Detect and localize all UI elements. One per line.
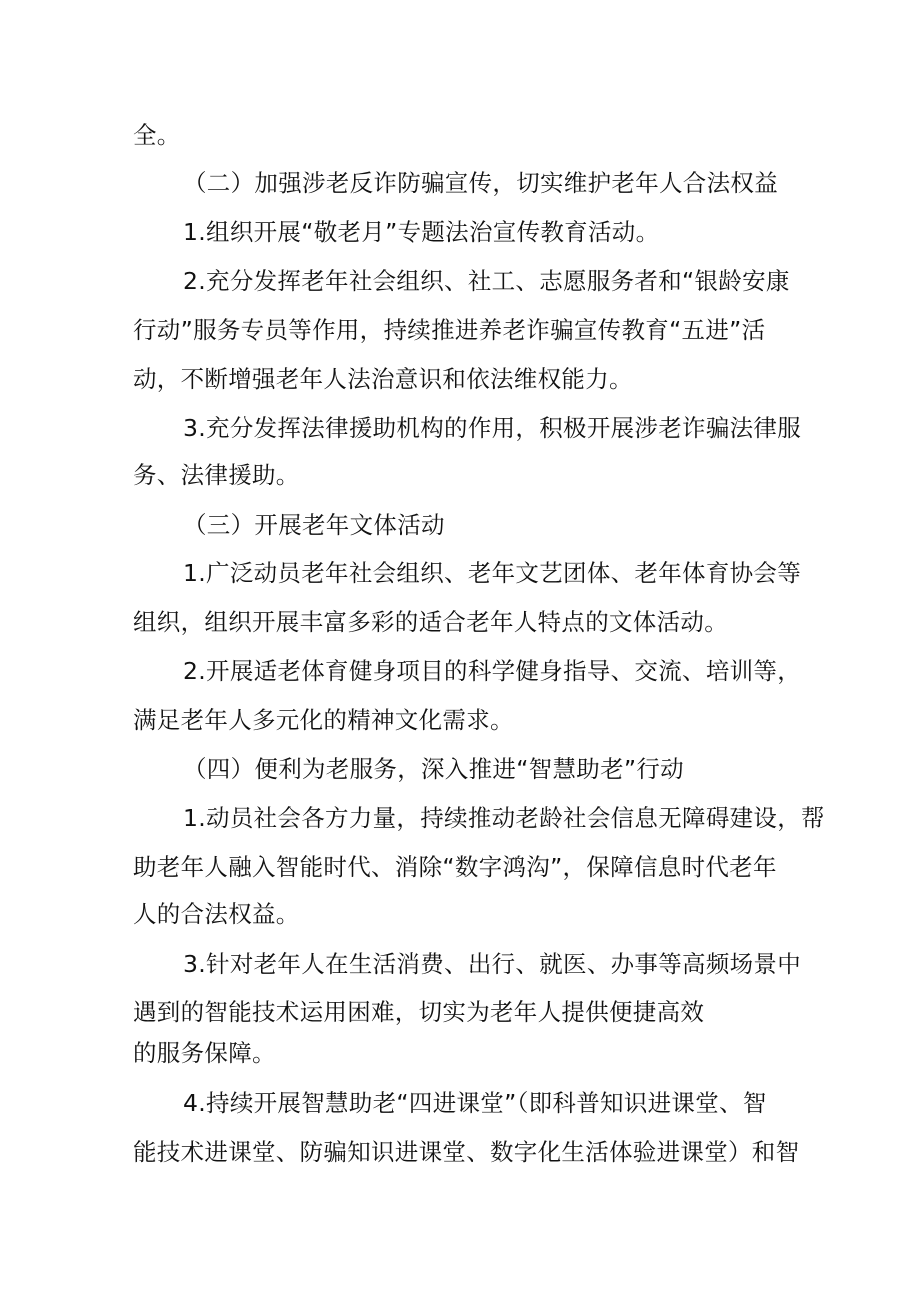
text-line: 2.开展适老体育健身项目的科学健身指导、交流、培训等，: [183, 657, 802, 685]
text-line: 组织，组织开展丰富多彩的适合老年人特点的文体活动。: [133, 608, 728, 636]
text-line: 1.广泛动员老年社会组织、老年文艺团体、老年体育协会等: [183, 559, 802, 587]
text-line: 1.组织开展“敬老月”专题法治宣传教育活动。: [183, 218, 660, 246]
text-line: 行动”服务专员等作用，持续推进养老诈骗宣传教育“五进”活: [133, 316, 766, 344]
text-line: 务、法律援助。: [133, 461, 300, 489]
text-line: 人的合法权益。: [133, 900, 300, 928]
text-line: 动，不断增强老年人法治意识和依法维权能力。: [133, 365, 633, 393]
text-line: 能技术进课堂、防骗知识进课堂、数字化生活体验进课堂）和智: [133, 1138, 800, 1166]
section-heading: （四）便利为老服务，深入推进“智慧助老”行动: [183, 755, 684, 783]
text-line: 助老年人融入智能时代、消除“数字鸿沟”，保障信息时代老年: [133, 853, 777, 881]
text-line: 全。: [133, 121, 181, 149]
text-line: 遇到的智能技术运用困难，切实为老年人提供便捷高效: [133, 998, 705, 1026]
text-line: 满足老年人多元化的精神文化需求。: [133, 706, 514, 734]
section-heading: （三）开展老年文体活动: [183, 511, 445, 539]
text-line: 4.持续开展智慧助老“四进课堂”（即科普知识进课堂、智: [183, 1089, 767, 1117]
section-heading: （二）加强涉老反诈防骗宣传，切实维护老年人合法权益: [183, 169, 778, 197]
text-line: 3.针对老年人在生活消费、出行、就医、办事等高频场景中: [183, 950, 802, 978]
text-line: 2.充分发挥老年社会组织、社工、志愿服务者和“银龄安康: [183, 267, 790, 295]
text-line: 1.动员社会各方力量，持续推动老龄社会信息无障碍建设，帮: [183, 804, 825, 832]
text-line: 3.充分发挥法律援助机构的作用，积极开展涉老诈骗法律服: [183, 414, 802, 442]
text-line: 的服务保障。: [133, 1039, 276, 1067]
